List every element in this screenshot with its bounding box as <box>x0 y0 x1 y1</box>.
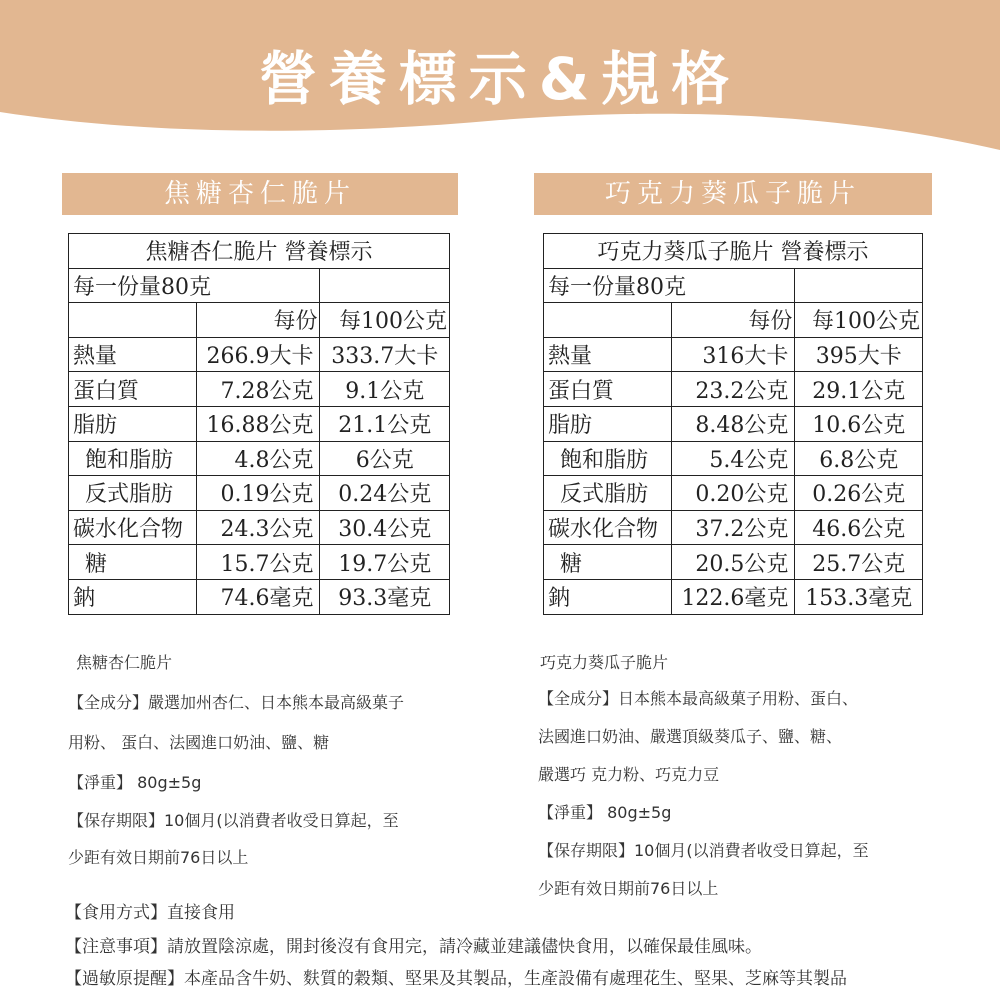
shelf-life: 【保存期限】10個月(以消費者收受日算起，至 <box>68 811 399 830</box>
per-serving-value: 8.48公克 <box>671 406 795 441</box>
per-100g-value: 21.1公克 <box>320 406 450 441</box>
per-serving-value: 23.2公克 <box>671 372 795 407</box>
product-info-1 <box>68 650 488 870</box>
per-serving-value: 16.88公克 <box>196 406 320 441</box>
per-serving-value: 24.3公克 <box>196 510 320 545</box>
net-weight: 【淨重】 80g±5g <box>68 773 202 792</box>
nutrient-label: 脂肪 <box>69 406 197 441</box>
nutrition-row <box>544 406 923 441</box>
nutrition-row <box>544 337 923 372</box>
nutrient-label: 飽和脂肪 <box>544 441 672 476</box>
per-serving-value: 0.19公克 <box>196 476 320 511</box>
product-header-1: 焦糖杏仁脆片 <box>62 173 458 215</box>
serving-size: 每一份量80克 <box>69 268 320 303</box>
nutrient-label: 糖 <box>544 545 672 580</box>
nutrient-label: 鈉 <box>69 579 197 614</box>
per-100g-value: 30.4公克 <box>320 510 450 545</box>
ingredients: 【全成分】日本熊本最高級菓子用粉、蛋白、 <box>538 689 859 708</box>
nutrient-label: 熱量 <box>69 337 197 372</box>
nutrition-row <box>69 476 450 511</box>
nutrition-row <box>544 579 923 614</box>
nutrient-label: 碳水化合物 <box>69 510 197 545</box>
ingredients-cont: 法國進口奶油、嚴選頂級葵瓜子、鹽、糖、 <box>538 727 843 746</box>
nutrition-row <box>544 441 923 476</box>
nutrition-row <box>69 545 450 580</box>
per-serving-value: 0.20公克 <box>671 476 795 511</box>
per-100g-value: 10.6公克 <box>795 406 923 441</box>
nutrition-row <box>544 372 923 407</box>
nutrition-table-2 <box>543 233 923 615</box>
per-serving-value: 4.8公克 <box>196 441 320 476</box>
nutrient-label: 蛋白質 <box>69 372 197 407</box>
nutrition-row <box>69 510 450 545</box>
nutrient-label: 飽和脂肪 <box>69 441 197 476</box>
per-serving-value: 122.6毫克 <box>671 579 795 614</box>
per-100g-value: 25.7公克 <box>795 545 923 580</box>
ingredients-cont-2: 嚴選巧 克力粉、巧克力豆 <box>538 765 720 784</box>
col-per-100: 每100公克 <box>795 303 923 338</box>
col-per-100: 每100公克 <box>320 303 450 338</box>
nutrient-label: 糖 <box>69 545 197 580</box>
nutrition-row <box>544 476 923 511</box>
net-weight: 【淨重】 80g±5g <box>538 803 672 822</box>
per-100g-value: 0.24公克 <box>320 476 450 511</box>
per-serving-value: 37.2公克 <box>671 510 795 545</box>
per-100g-value: 19.7公克 <box>320 545 450 580</box>
serving-size: 每一份量80克 <box>544 268 795 303</box>
table-title: 焦糖杏仁脆片 營養標示 <box>69 234 450 269</box>
nutrition-row <box>69 406 450 441</box>
usage-note: 【食用方式】直接食用 <box>65 903 235 923</box>
per-100g-value: 395大卡 <box>795 337 923 372</box>
per-100g-value: 9.1公克 <box>320 372 450 407</box>
per-serving-value: 266.9大卡 <box>196 337 320 372</box>
per-serving-value: 5.4公克 <box>671 441 795 476</box>
per-100g-value: 153.3毫克 <box>795 579 923 614</box>
product-name: 焦糖杏仁脆片 <box>76 653 173 672</box>
nutrient-label: 蛋白質 <box>544 372 672 407</box>
ingredients: 【全成分】嚴選加州杏仁、日本熊本最高級菓子 <box>68 693 405 712</box>
table-title: 巧克力葵瓜子脆片 營養標示 <box>544 234 923 269</box>
product-header-2: 巧克力葵瓜子脆片 <box>534 173 932 215</box>
nutrition-row <box>69 441 450 476</box>
nutrient-label: 反式脂肪 <box>544 476 672 511</box>
nutrition-table-1 <box>68 233 450 615</box>
nutrient-label: 碳水化合物 <box>544 510 672 545</box>
per-100g-value: 46.6公克 <box>795 510 923 545</box>
nutrition-row <box>544 510 923 545</box>
per-100g-value: 6公克 <box>320 441 450 476</box>
per-serving-value: 15.7公克 <box>196 545 320 580</box>
ingredients-cont: 用粉、 蛋白、法國進口奶油、鹽、糖 <box>68 733 330 752</box>
per-100g-value: 333.7大卡 <box>320 337 450 372</box>
per-100g-value: 6.8公克 <box>795 441 923 476</box>
per-100g-value: 29.1公克 <box>795 372 923 407</box>
nutrient-label: 脂肪 <box>544 406 672 441</box>
per-serving-value: 316大卡 <box>671 337 795 372</box>
per-serving-value: 7.28公克 <box>196 372 320 407</box>
col-per-serving: 每份 <box>196 303 320 338</box>
nutrient-label: 鈉 <box>544 579 672 614</box>
product-name: 巧克力葵瓜子脆片 <box>540 653 669 672</box>
allergen-note: 【過敏原提醒】本產品含牛奶、麩質的穀類、堅果及其製品，生產設備有處理花生、堅果、芝麻等其製品 <box>65 969 847 989</box>
nutrition-row <box>69 579 450 614</box>
col-per-serving: 每份 <box>671 303 795 338</box>
shelf-life: 【保存期限】10個月(以消費者收受日算起，至 <box>538 841 869 860</box>
shelf-life-cont: 少距有效日期前76日以上 <box>538 879 719 898</box>
per-serving-value: 20.5公克 <box>671 545 795 580</box>
nutrition-row <box>69 337 450 372</box>
shelf-life-cont: 少距有效日期前76日以上 <box>68 848 249 867</box>
per-serving-value: 74.6毫克 <box>196 579 320 614</box>
nutrition-row <box>544 545 923 580</box>
per-100g-value: 0.26公克 <box>795 476 923 511</box>
nutrition-row <box>69 372 450 407</box>
nutrient-label: 熱量 <box>544 337 672 372</box>
caution-note: 【注意事項】請放置陰涼處，開封後沒有食用完，請冷藏並建議儘快食用，以確保最佳風味。 <box>65 937 762 957</box>
nutrient-label: 反式脂肪 <box>69 476 197 511</box>
per-100g-value: 93.3毫克 <box>320 579 450 614</box>
product-info-2 <box>538 650 958 898</box>
page-title: 營養標示&規格 <box>258 45 742 113</box>
